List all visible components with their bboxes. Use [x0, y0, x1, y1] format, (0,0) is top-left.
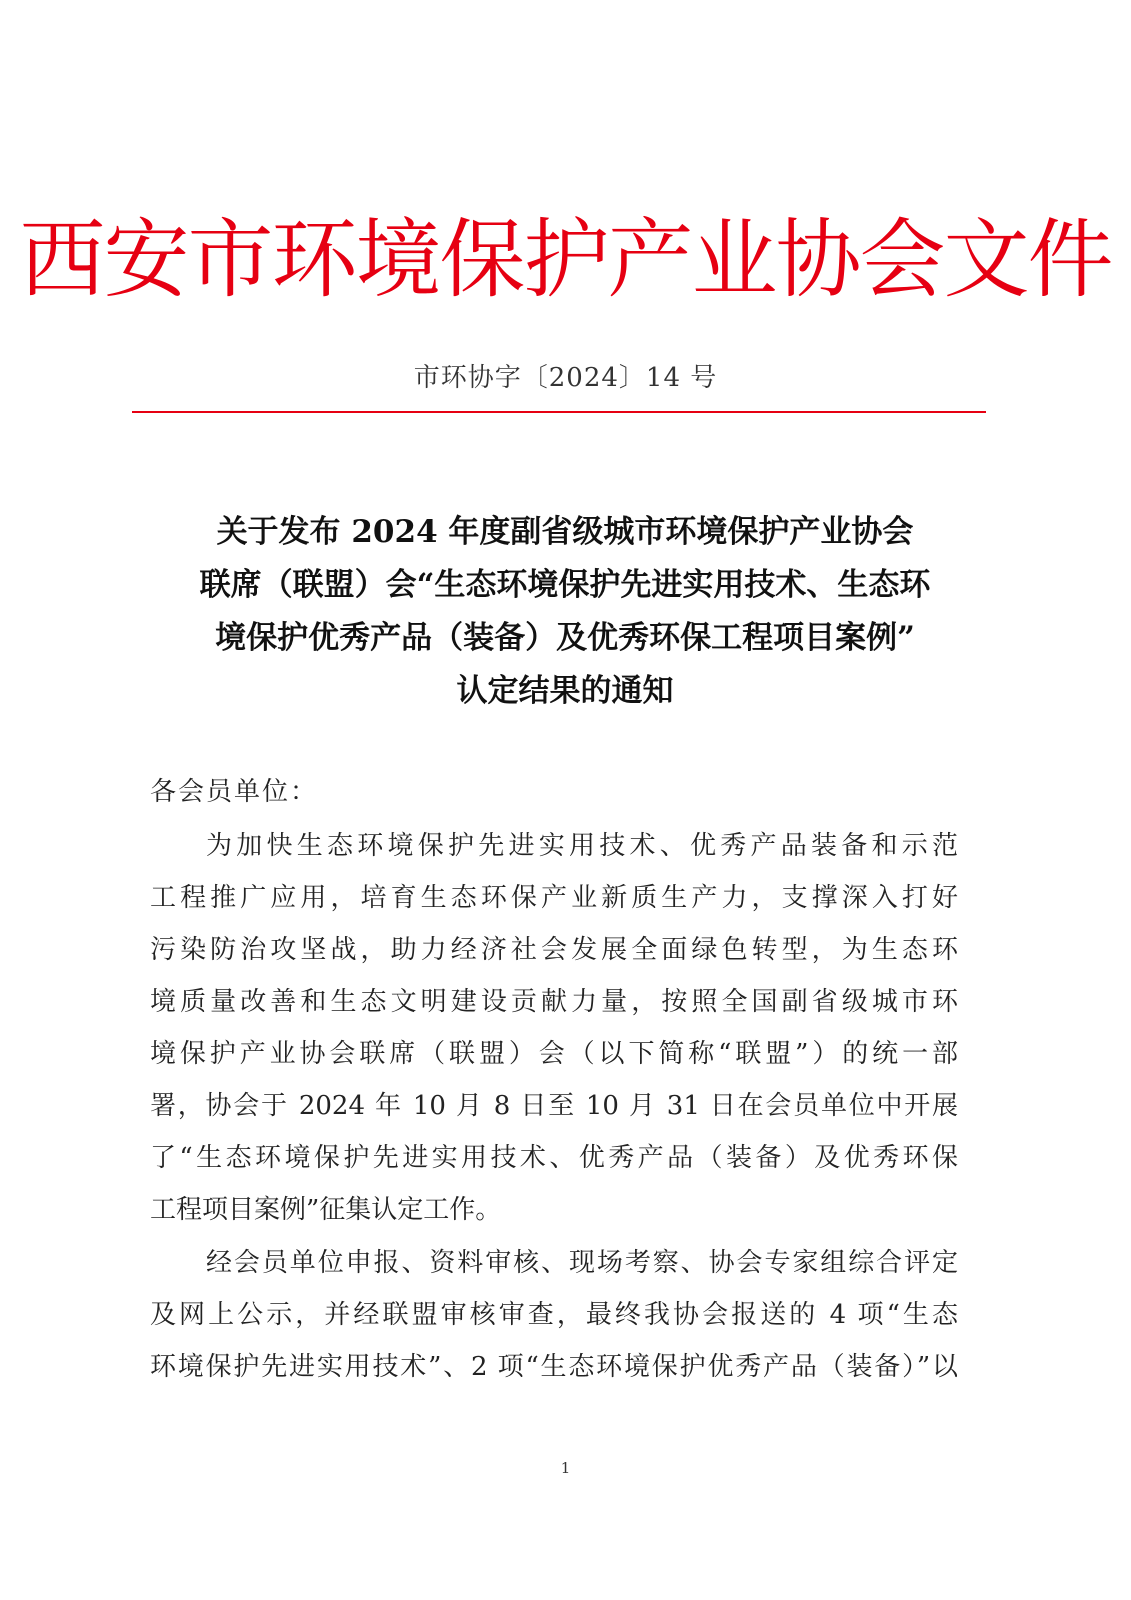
- notice-title: [140, 506, 990, 718]
- paragraph-1-line-3: 污染防治攻坚战，助力经济社会发展全面绿色转型，为生态环: [150, 935, 958, 965]
- paragraph-1-line-8: 工程项目案例”征集认定工作。: [150, 1195, 502, 1225]
- page-number: 1: [560, 1459, 571, 1477]
- paragraph-1-line-2: 工程推广应用，培育生态环保产业新质生产力，支撑深入打好: [150, 883, 958, 913]
- document-masthead-title: 西安市环境保护产业协会文件: [19, 210, 1112, 310]
- notice-title-line-1: 关于发布 2024 年度副省级城市环境保护产业协会: [216, 514, 914, 550]
- paragraph-2-line-2: 及网上公示，并经联盟审核审查，最终我协会报送的 4 项“生态: [150, 1300, 958, 1330]
- paragraph-2-line-3: 环境保护先进实用技术”、2 项“生态环境保护优秀产品（装备）”以: [150, 1352, 958, 1382]
- document-number: 市环协字〔2024〕14 号: [413, 363, 718, 393]
- notice-title-line-3: 境保护优秀产品（装备）及优秀环保工程项目案例”: [215, 620, 915, 656]
- salutation: 各会员单位：: [150, 777, 319, 807]
- paragraph-1-line-5: 境保护产业协会联席（联盟）会（以下简称“联盟”）的统一部: [150, 1039, 958, 1069]
- red-divider-line: [132, 411, 986, 413]
- paragraph-1-line-4: 境质量改善和生态文明建设贡献力量，按照全国副省级城市环: [150, 987, 958, 1017]
- notice-title-line-2: 联席（联盟）会“生态环境保护先进实用技术、生态环: [199, 567, 931, 603]
- paragraph-1-line-1: 为加快生态环境保护先进实用技术、优秀产品装备和示范: [206, 831, 958, 861]
- paragraph-1-line-7: 了“生态环境保护先进实用技术、优秀产品（装备）及优秀环保: [150, 1143, 958, 1173]
- paragraph-1-line-6: 署，协会于 2024 年 10 月 8 日至 10 月 31 日在会员单位中开展: [150, 1091, 958, 1121]
- notice-title-line-4: 认定结果的通知: [456, 673, 674, 709]
- paragraph-2-line-1: 经会员单位申报、资料审核、现场考察、协会专家组综合评定: [206, 1248, 958, 1278]
